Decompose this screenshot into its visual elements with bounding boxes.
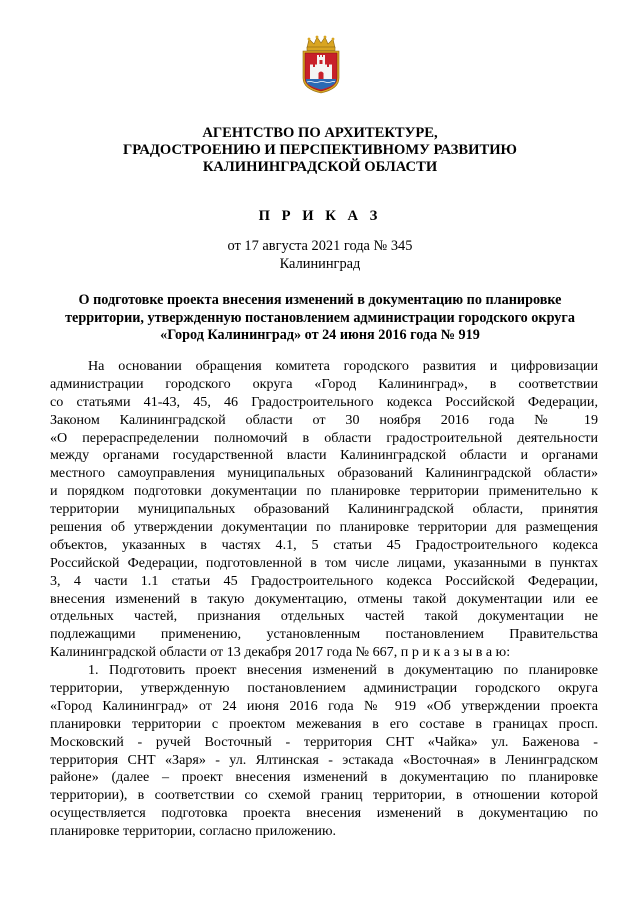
agency-name (60, 125, 580, 176)
subject-line-1: О подготовке проекта внесения изменений в документацию по планировке (78, 292, 562, 308)
agency-line-1: АГЕНТСТВО ПО АРХИТЕКТУРЕ, (202, 125, 438, 141)
paragraph-1-line: Законом Калининградской области от 30 ноября 2016 года № 19 (50, 411, 598, 428)
paragraph-1-line: Калининградской области от 13 декабря 2017 года № 667, п р и к а з ы в а ю: (50, 644, 511, 661)
kaliningrad-coat-of-arms-icon (297, 34, 345, 94)
paragraph-2-line: районе» (далее – проект внесения изменений в документацию по планировке (50, 769, 598, 786)
paragraph-2-line: территории, утвержденную постановлением администрации городского округа (50, 680, 598, 697)
order-subject (50, 292, 590, 345)
paragraph-2-line: Московский - ручей Восточный - территория СНТ «Чайка» ул. Баженова - (50, 733, 598, 750)
paragraph-2-line: планировке территории, согласно приложению. (50, 823, 337, 840)
paragraph-2-line: 1. Подготовить проект внесения изменений в документацию по планировке (88, 662, 598, 679)
paragraph-2-line: территория СНТ «Заря» - ул. Ялтинская - эстакада «Восточная» в Ленинградском (50, 751, 598, 768)
paragraph-1-line: На основании обращения комитета городского развития и цифровизации (88, 358, 598, 374)
paragraph-1-line: решения об утверждении документации по планировке территории для размещения (50, 519, 598, 536)
order-title: П Р И К А З (258, 208, 382, 224)
paragraph-2-line: планировки территории с проектом межевания в его составе в границах просп. (50, 715, 598, 732)
paragraph-1-line: между органами государственной власти Калининградской области и органами (50, 447, 598, 464)
paragraph-1-line: со статьями 41-43, 45, 46 Градостроительного кодекса Российской Федерации, (50, 393, 598, 410)
paragraph-1-line: Российской Федерации, подготовленной в том числе лицами, указанными в пунктах (50, 554, 598, 571)
paragraph-1-line: объектов, указанных в частях 4.1, 5 статьи 45 Градостроительного кодекса (50, 536, 598, 553)
paragraph-1-line: внесения изменений в такую документацию, отмены такой документации или ее (50, 590, 598, 607)
subject-line-3: «Город Калининград» от 24 июня 2016 года № 919 (160, 327, 480, 343)
order-body (50, 358, 598, 841)
paragraph-1-line: и порядком подготовки документации по планировке территории применительно к (50, 483, 598, 500)
agency-line-3: КАЛИНИНГРАДСКОЙ ОБЛАСТИ (202, 159, 438, 175)
paragraph-1-line: администрации городского округа «Город Калининград», в соответствии (50, 375, 598, 392)
order-city: Калининград (279, 256, 361, 272)
subject-line-2: территории, утвержденную постановлением администрации городского округа (65, 309, 575, 326)
paragraph-2-line: «Город Калининград» от 24 июня 2016 года № 919 «Об утверждении проекта (50, 697, 598, 714)
paragraph-1-line: местного самоуправления муниципальных образований Калининградской области» (50, 465, 598, 482)
order-date-block (0, 237, 640, 273)
paragraph-1-line: «О перераспределении полномочий в области градостроительной деятельности (50, 429, 598, 446)
order-date: от 17 августа 2021 года № 345 (227, 238, 413, 254)
paragraph-1-line: подлежащими применению, установленным постановлением Правительства (50, 626, 598, 643)
paragraph-1-line: отдельных частей, признания отдельных частей такой документации не (50, 608, 598, 625)
paragraph-2-line: осуществляется подготовка проекта внесения изменений в документацию по (50, 805, 598, 822)
paragraph-1-line: 3, 4 части 1.1 статьи 45 Градостроительного кодекса Российской Федерации, (50, 572, 598, 589)
paragraph-1-line: территории муниципальных образований Калининградской области, принятия (50, 501, 598, 518)
crown-icon (307, 36, 335, 51)
agency-line-2: ГРАДОСТРОЕНИЮ И ПЕРСПЕКТИВНОМУ РАЗВИТИЮ (123, 142, 517, 158)
paragraph-2-line: территории), в соответствии со схемой границ территории, в отношении которой (50, 787, 598, 804)
